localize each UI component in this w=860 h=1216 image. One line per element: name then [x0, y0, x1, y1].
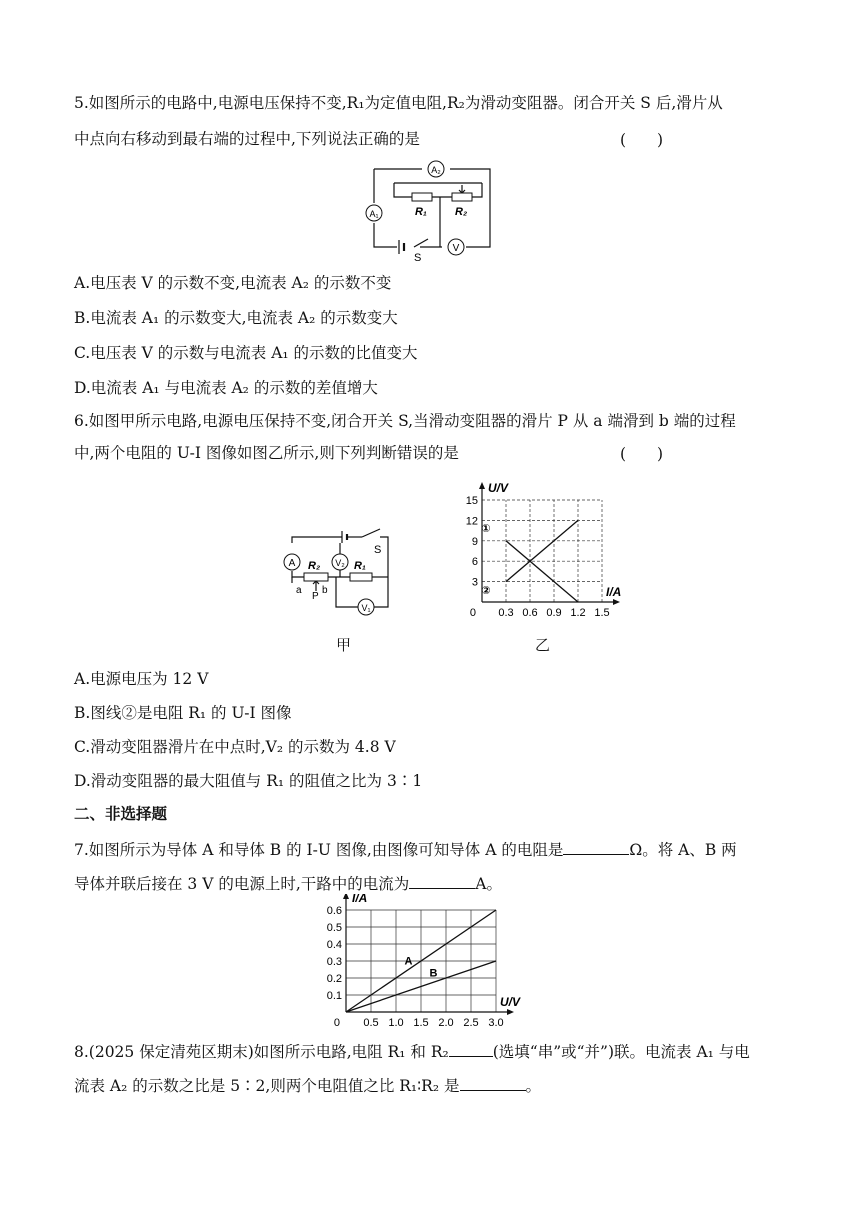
q6-option-b: B.图线②是电阻 R₁ 的 U-I 图像: [74, 704, 292, 722]
x-axis-arrow: [507, 1009, 514, 1015]
q6-option-c: C.滑动变阻器滑片在中点时,V₂ 的示数为 4.8 V: [74, 738, 396, 756]
q5-option-c: C.电压表 V 的示数与电流表 A₁ 的示数的比值变大: [74, 344, 418, 362]
x-tick-label: 0.5: [363, 1017, 379, 1029]
q5-option-a: A.电压表 V 的示数不变,电流表 A₂ 的示数不变: [74, 274, 392, 292]
y-tick-label: 0.3: [326, 956, 342, 968]
q7-text-2a: 导体并联后接在 3 V 的电源上时,干路中的电流为: [74, 875, 410, 893]
q6-option-a: A.电源电压为 12 V: [74, 670, 209, 688]
q5-r2-label: R₂: [455, 206, 468, 218]
q5-switch-label: S: [414, 252, 422, 264]
q7-stem-line2: [74, 872, 502, 895]
q6-answer-bracket: ( ): [620, 445, 664, 463]
q6-voltmeter-v2-label: V₂: [335, 558, 345, 568]
q7-text-1a: 7.如图所示为导体 A 和导体 B 的 I-U 图像,由图像可知导体 A 的电阻是: [74, 841, 564, 859]
y-tick-label: 6: [471, 556, 478, 569]
q8-blank-connection[interactable]: [449, 1040, 493, 1057]
series-label-2: B: [429, 967, 438, 980]
q5-option-d: D.电流表 A₁ 与电流表 A₂ 的示数的差值增大: [74, 379, 378, 397]
section-heading: 二、非选择题: [74, 805, 168, 823]
q5-option-b: B.电流表 A₁ 的示数变大,电流表 A₂ 的示数变大: [74, 309, 398, 327]
y-axis-label: U/V: [488, 481, 509, 495]
q8-text-2a: 流表 A₂ 的示数之比是 5∶2,则两个电阻值之比 R₁∶R₂ 是: [74, 1077, 460, 1095]
q5-r1-label: R₁: [415, 206, 427, 218]
y-tick-label: 0.6: [326, 905, 342, 917]
q6-r2-label: R₂: [308, 560, 321, 572]
x-tick-label: 2.0: [438, 1017, 454, 1029]
q6-circuit-diagram-jia: [276, 525, 406, 625]
q5-stem-line2: 中点向右移动到最右端的过程中,下列说法正确的是: [74, 130, 420, 148]
y-tick-label: 12: [465, 515, 478, 528]
q8-blank-ratio[interactable]: [460, 1074, 526, 1091]
q7-iu-chart: [322, 894, 522, 1034]
q8-text-2b: 。: [525, 1077, 542, 1095]
q6-caption-yi: 乙: [535, 636, 551, 654]
y-tick-label: 15: [465, 495, 478, 507]
q6-voltmeter-v1-label: V₁: [361, 603, 371, 613]
q5-answer-bracket: ( ): [620, 131, 664, 149]
y-tick-label: 3: [471, 576, 478, 589]
q8-text-1a: 8.(2025 保定清苑区期末)如图所示电路,电阻 R₁ 和 R₂: [74, 1043, 449, 1061]
x-tick-label: 1.0: [388, 1017, 404, 1029]
y-tick-label: 0.5: [326, 922, 342, 934]
q6-stem-line2: 中,两个电阻的 U-I 图像如图乙所示,则下列判断错误的是: [74, 444, 459, 462]
series-label-1: A: [404, 955, 413, 968]
x-axis-label: I/A: [606, 585, 622, 599]
q7-text-1b: Ω。将 A、B 两: [629, 841, 737, 859]
q8-text-1b: (选填“串”或“并”)联。电流表 A₁ 与电: [492, 1043, 750, 1061]
origin-label: 0: [469, 607, 476, 619]
x-axis-label: U/V: [500, 995, 521, 1009]
q6-ui-chart: [456, 474, 630, 624]
series-label-2: ②: [481, 584, 491, 597]
x-tick-label: 0.3: [498, 607, 514, 619]
q6-end-b-label: b: [322, 585, 328, 596]
x-tick-label: 0.6: [522, 607, 538, 619]
y-axis-arrow: [479, 482, 485, 489]
x-tick-label: 0.9: [546, 607, 562, 619]
q5-ammeter-a2-label: A₂: [431, 165, 441, 175]
y-tick-label: 0.1: [326, 990, 342, 1002]
q8-stem-line2: [74, 1074, 541, 1097]
q7-stem-line1: [74, 838, 737, 861]
q6-ammeter-label: A: [288, 558, 296, 569]
series-label-1: ①: [481, 522, 491, 535]
q6-option-d: D.滑动变阻器的最大阻值与 R₁ 的阻值之比为 3∶1: [74, 772, 423, 790]
q7-blank-resistance[interactable]: [563, 838, 629, 855]
y-tick-label: 0.2: [326, 973, 342, 985]
q6-r1-label: R₁: [354, 560, 366, 572]
origin-label: 0: [333, 1017, 340, 1029]
x-tick-label: 1.5: [594, 607, 610, 619]
q7-blank-current[interactable]: [409, 872, 475, 889]
q6-caption-jia: 甲: [336, 636, 352, 654]
q6-slider-p-label: P: [312, 591, 319, 602]
x-tick-label: 3.0: [488, 1017, 504, 1029]
q5-stem-line1: 5.如图所示的电路中,电源电压保持不变,R₁为定值电阻,R₂为滑动变阻器。闭合开关 S 后,滑片从: [74, 94, 723, 112]
q7-text-2b: A。: [475, 875, 502, 893]
y-tick-label: 0.4: [326, 939, 342, 951]
x-tick-label: 2.5: [463, 1017, 479, 1029]
q6-stem-line1: 6.如图甲所示电路,电源电压保持不变,闭合开关 S,当滑动变阻器的滑片 P 从 a 端滑到 b 端的过程: [74, 412, 736, 430]
q6-end-a-label: a: [296, 585, 302, 596]
y-tick-label: 9: [471, 535, 478, 548]
x-tick-label: 1.5: [413, 1017, 429, 1029]
q5-circuit-diagram: [352, 155, 508, 267]
series-line-2: [506, 541, 578, 602]
q5-voltmeter-label: V: [452, 243, 460, 254]
x-axis-arrow: [613, 599, 620, 605]
y-axis-arrow: [343, 894, 349, 899]
q8-stem-line1: [74, 1040, 750, 1063]
q6-switch-label: S: [374, 544, 382, 556]
q5-ammeter-a1-label: A₁: [369, 209, 379, 219]
x-tick-label: 1.2: [570, 607, 586, 619]
y-axis-label: I/A: [352, 894, 368, 905]
series-line-1: [506, 520, 578, 581]
